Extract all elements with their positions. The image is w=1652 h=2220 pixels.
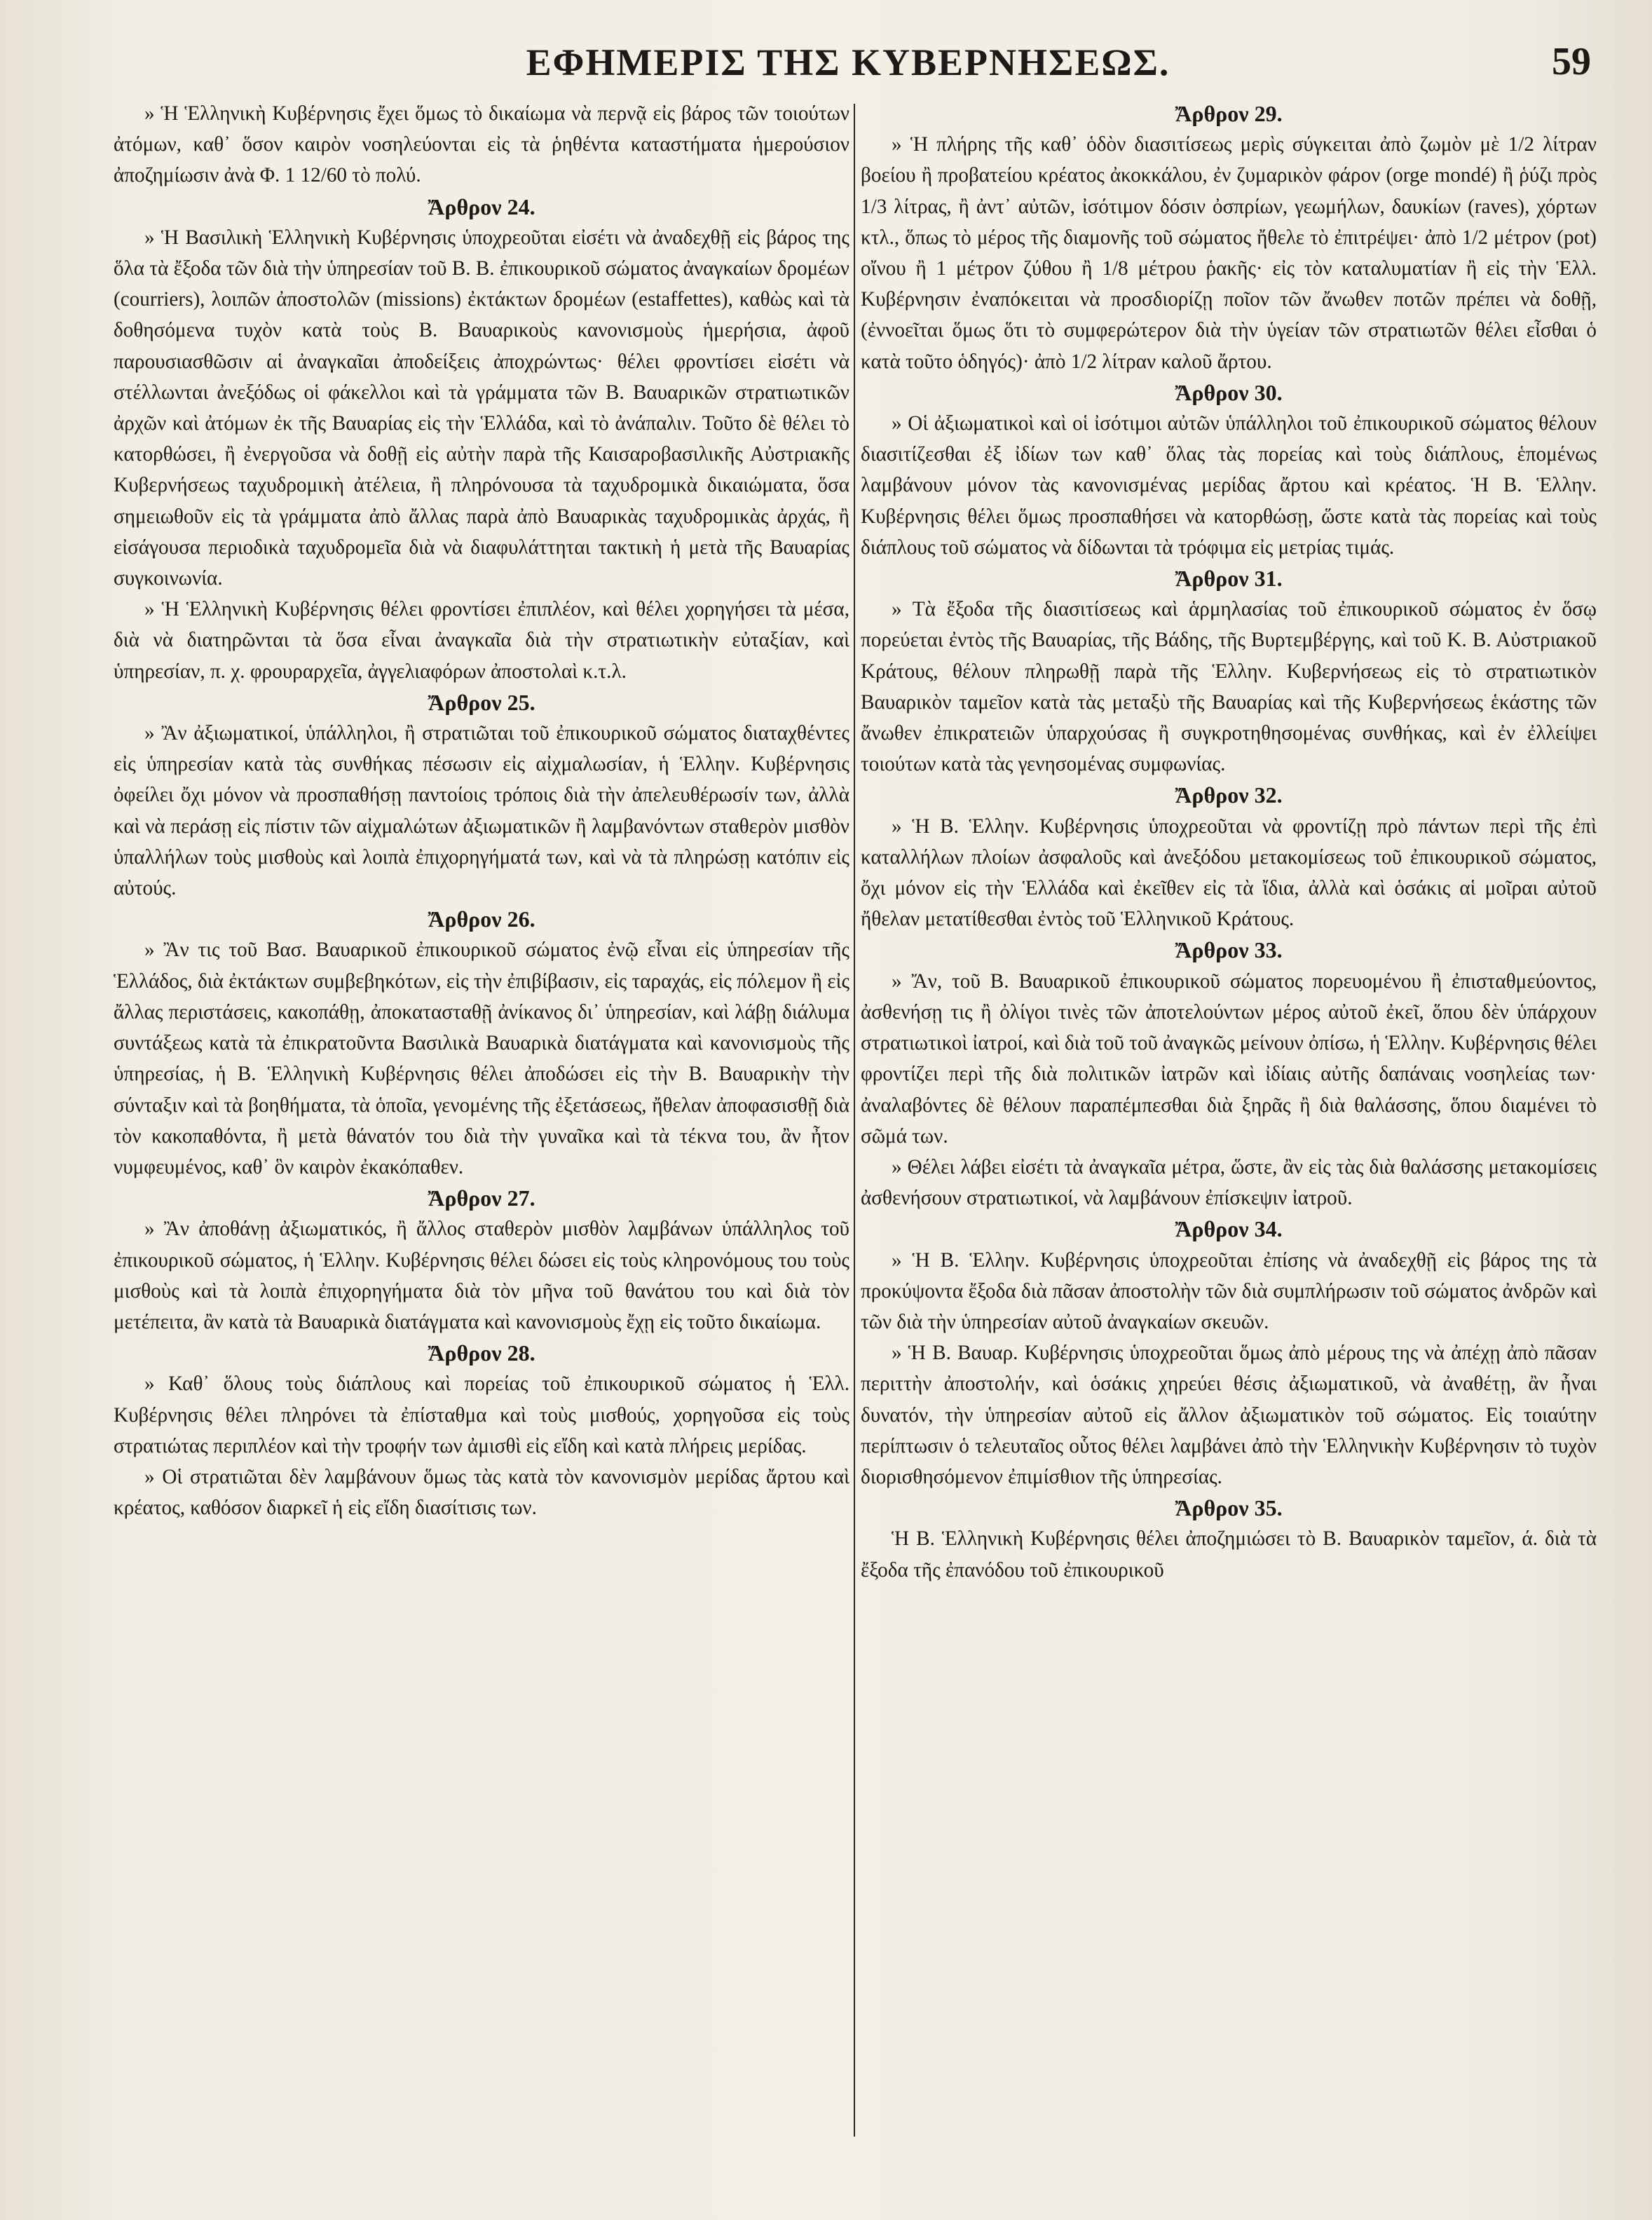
article-heading: Ἄρθρον 28.: [428, 1340, 535, 1366]
article-paragraph: » Ἂν τις τοῦ Βασ. Βαυαρικοῦ ἐπικουρικοῦ σώματος ἐνῷ εἶναι εἰς ὑπηρεσίαν τῆς Ἑλλάδος, διὰ ἐκτάκτων συμβεβηκότων, εἰς τὴν ἐπιβίβασιν, εἰς ταραχάς, εἰς πόλεμον ἢ εἰς ἄλλας περιστάσεις, κακοπάθῃ, ἀποκατασταθῇ ἀνίκανος δι᾽ ὑπηρεσίαν, καὶ λάβῃ διάλυμα συντάξεως κατὰ τὰ ἐπικρατοῦντα Βασιλικὰ Βαυαρικὰ διατάγματα καὶ κανονισμοὺς τῆς ὑπηρεσίας, ἡ Β. Ἑλληνικὴ Κυβέρνησις θέλει ἀποδώσει εἰς τὴν Β. Βαυαρικὴν τὴν σύνταξιν καὶ τὰ βοηθήματα, τὰ ὁποῖα, γενομένης τῆς ἐξετάσεως, ἤθελαν ἀποφασισθῇ διὰ τὸν κακοπαθόντα, ἢ μετὰ θάνατόν του διὰ τὴν γυναῖκα καὶ τὰ τέκνα του, ἂν ἦτον νυμφευμένος, καθ᾽ ὃν καιρὸν ἐκακόπαθεν.: [114, 939, 849, 1178]
page-number: 59: [1552, 40, 1591, 83]
article-paragraph: » Ἡ Ἑλληνικὴ Κυβέρνησις θέλει φροντίσει ἐπιπλέον, καὶ θέλει χορηγήσει τὰ μέσα, διὰ νὰ διατηρῶνται τὰ ὅσα εἶναι ἀναγκαῖα διὰ τὴν στρατιωτικὴν εὐταξίαν, καὶ ὑπηρεσίαν, π. χ. φρουραρχεῖα, ἀγγελιαφόρων ἀποστολαὶ κ.τ.λ.: [114, 598, 849, 683]
article-paragraph: » Ἄν, τοῦ Β. Βαυαρικοῦ ἐπικουρικοῦ σώματος πορευομένου ἢ ἐπισταθμεύοντος, ἀσθενήσῃ τις ἢ ὀλίγοι τινὲς τῶν ἀποτελούντων μέρος αὐτοῦ ἐκεῖ, ὅπου δὲν ὑπάρχουν στρατιωτικοὶ ἰατροί, καὶ διὰ τοῦ τοῦ ἀναγκῶς μείνουν ὀπίσω, ἡ Ἑλλην. Κυβέρνησις θέλει φροντίζει περὶ τῆς διὰ πολιτικῶν ἰατρῶν καὶ ἰδίαις αὐτῆς δαπάναις νοσηλείας των· ἀναλαβόντες δὲ θέλουν παραπέμπεσθαι διὰ ξηρᾶς ἢ διὰ θαλάσσης, ὅπου διαμένει τὸ σῶμά των.: [861, 969, 1597, 1148]
article-heading: Ἄρθρον 30.: [1175, 379, 1283, 405]
article-heading: Ἄρθρον 34.: [1175, 1216, 1283, 1242]
article-paragraph: Ἡ Β. Ἑλληνικὴ Κυβέρνησις θέλει ἀποζημιώσει τὸ Β. Βαυαρικὸν ταμεῖον, ά. διὰ τὰ ἔξοδα τῆς ἐπανόδου τοῦ ἐπικουρικοῦ: [861, 1527, 1597, 1581]
article-paragraph: » Θέλει λάβει εἰσέτι τὰ ἀναγκαῖα μέτρα, ὥστε, ἂν εἰς τὰς διὰ θαλάσσης μετακομίσεις ἀσθενήσουν στρατιωτικοί, νὰ λαμβάνουν ἐπίσκεψιν ἰατροῦ.: [861, 1155, 1597, 1210]
article-paragraph: » Ἂν ἀποθάνῃ ἀξιωματικός, ἢ ἄλλος σταθερὸν μισθὸν λαμβάνων ὑπάλληλος τοῦ ἐπικουρικοῦ σώματος, ἡ Ἑλλην. Κυβέρνησις θέλει δώσει εἰς τοὺς κληρονόμους του τοὺς μισθοὺς καὶ τὰ λοιπὰ ἐπιχορηγήματα διὰ τὸν μῆνα τοῦ θανάτου του καὶ διὰ τὸν μετέπειτα, ἂν κατὰ τὰ Βαυαρικὰ διατάγματα καὶ κανονισμοὺς ἔχῃ εἰς τοῦτο δικαίωμα.: [114, 1218, 849, 1333]
page-title: ΕΦΗΜΕΡΙΣ ΤΗΣ ΚΥΒΕΡΝΗΣΕΩΣ.: [526, 41, 1170, 83]
article-paragraph: » Ἡ Β. Βαυαρ. Κυβέρνησις ὑποχρεοῦται ὅμως ἀπὸ μέρους της νὰ ἀπέχῃ ἀπὸ πᾶσαν περιττὴν ἀποστολήν, καὶ ὁσάκις χηρεύει θέσις ἀξιωματικοῦ, νὰ ἀναθέτῃ, ἂν ἦναι δυνατόν, τὴν ὑπηρεσίαν αὐτοῦ εἰς ἄλλον ἀξιωματικὸν τοῦ σώματος. Εἰς τοιαύτην περίπτωσιν ὁ τελευταῖος οὗτος θέλει λαμβάνει ἀπὸ τὴν Ἑλληνικὴν Κυβέρνησιν τὸ τυχὸν διορισθησόμενον ἐπιμίσθιον τῆς ὑπηρεσίας.: [861, 1342, 1597, 1488]
page-header: [105, 34, 1591, 97]
article-paragraph: » Καθ᾽ ὅλους τοὺς διάπλους καὶ πορείας τοῦ ἐπικουρικοῦ σώματος ἡ Ἑλλ. Κυβέρνησις θέλει πληρόνει τὰ ἐπίσταθμα καὶ τοὺς μισθούς, χορηγοῦσα εἰς τοὺς στρατιώτας περιπλέον καὶ τὴν τροφήν των ἀμισθὶ εἰς εἴδη καὶ κατὰ πλήρεις μερίδας.: [114, 1373, 849, 1457]
article-paragraph: » Ἡ Β. Ἑλλην. Κυβέρνησις ὑποχρεοῦται νὰ φροντίζῃ πρὸ πάντων περὶ τῆς ἐπὶ καταλλήλων πλοίων ἀσφαλοῦς καὶ ἀνεξόδου μετακομίσεως τοῦ ἐπικουρικοῦ σώματος, ὄχι μόνον εἰς τὴν Ἑλλάδα καὶ ἐκεῖθεν εἰς τὰ ἴδια, ἀλλὰ καὶ ὁσάκις αἱ μοῖραι αὐτοῦ ἤθελαν μετατίθεσθαι ἐντὸς τοῦ Ἑλληνικοῦ Κράτους.: [861, 815, 1597, 931]
article-heading: Ἄρθρον 27.: [428, 1185, 535, 1211]
article-paragraph: » Οἱ ἀξιωματικοὶ καὶ οἱ ἰσότιμοι αὐτῶν ὑπάλληλοι τοῦ ἐπικουρικοῦ σώματος θέλουν διασιτίζεσθαι ἐξ ἰδίων των καθ᾽ ὅλας τὰς πορείας καὶ τοὺς διάπλους, ἑπομένως λαμβάνουν μόνον τὰς κανονισμένας μερίδας ἄρτου καὶ κρέατος. Ἡ Β. Ἑλλην. Κυβέρνησις θέλει ὅμως προσπαθήσει νὰ κατορθώσῃ, ὥστε κατὰ τὰς πορείας καὶ τοὺς διάπλους τοῦ σώματος νὰ δίδωνται τὰ τρόφιμα εἰς μετρίας τιμάς.: [861, 412, 1597, 559]
article-heading: Ἄρθρον 29.: [1175, 101, 1283, 126]
article-paragraph: » Ἡ Ἑλληνικὴ Κυβέρνησις ἔχει ὅμως τὸ δικαίωμα νὰ περνᾷ εἰς βάρος τῶν τοιούτων ἀτόμων, καθ᾽ ὅσον καιρὸν νοσηλεύονται εἰς τὰ ῥηθέντα καταστήματα ἡμερούσιον ἀποζημίωσιν ἀνὰ Φ. 1 12/60 τὸ πολύ.: [114, 102, 849, 187]
article-paragraph: » Ἡ Βασιλικὴ Ἑλληνικὴ Κυβέρνησις ὑποχρεοῦται εἰσέτι νὰ ἀναδεχθῇ εἰς βάρος της ὅλα τὰ ἔξοδα τῶν διὰ τὴν ὑπηρεσίαν τοῦ Β. Β. ἐπικουρικοῦ σώματος ἀναγκαίων δρομέων (courriers), λοιπῶν ἀποστολῶν (missions) ἐκτάκτων δρομέων (estaffettes), καθὼς καὶ τὰ δοθησόμενα τυχὸν κατὰ τοὺς Β. Βαυαρικοὺς κανονισμοὺς ἡμερήσια, ἀφοῦ παρουσιασθῶσιν αἱ ἀναγκαῖαι ἀποδείξεις ἀποχρώντως· θέλει φροντίσει εἰσέτι νὰ στέλλωνται ἀνεξόδως οἱ φάκελλοι καὶ τὰ γράμματα τῶν Β. Βαυαρικῶν στρατιωτικῶν ἀρχῶν καὶ ἀτόμων ἐκ τῆς Βαυαρίας εἰς τὴν Ἑλλάδα, καὶ τὸ ἀνάπαλιν. Τοῦτο δὲ θέλει τὸ κατορθώσει, ἢ ἐνεργοῦσα νὰ δοθῇ εἰς αὐτὴν παρὰ τῆς Καισαροβασιλικῆς Αὐστριακῆς Κυβερνήσεως ταχυδρομικὴ ἀτέλεια, ἢ πληρόνουσα τὰ ταχυδρομικὰ δικαιώματα, ὅσα σημειωθοῦν εἰς τὰ γράμματα ἀπὸ ἄλλας παρὰ ἀπὸ Βαυαρικὰς ταχυδρομικὰς ἀρχάς, ἢ εἰσάγουσα περιοδικὰ ταχυδρομεῖα διὰ νὰ διαφυλάττηται τακτικὴ ἡ μετὰ τῆς Βαυαρίας συγκοινωνία.: [114, 226, 849, 590]
article-heading: Ἄρθρον 32.: [1175, 782, 1283, 808]
column-divider: [854, 104, 855, 2137]
article-paragraph: » Ἡ πλήρης τῆς καθ᾽ ὁδὸν διασιτίσεως μερὶς σύγκειται ἀπὸ ζωμὸν μὲ 1/2 λίτραν βοείου ἢ προβατείου κρέατος ἀκοκκάλου, ἐν ζυμαρικὸν φάρον (orge mondé) ἢ ῥύζι πρὸς 1/3 λίτρας, ἢ ἀντ᾽ αὐτῶν, ἰσότιμον δόσιν ὀσπρίων, γεωμήλων, δαυκίων (raves), χόρτων κτλ., ὅπως τὸ μέρος τῆς διαμονῆς τοῦ σώματος ἤθελε τὸ ἐπιτρέψει· ἀπὸ 1/2 μέτρον (pot) οἴνου ἢ 1 μέτρον ζύθου ἢ 1/8 μέτρου ῥακῆς· εἰς τὸν καταλυματίαν ἢ εἰς τὴν Ἑλλ. Κυβέρνησιν ἐναπόκειται νὰ προσδιορίζῃ ποῖον τῶν ἄνωθεν ποτῶν πρέπει νὰ δοθῇ, (ἐννοεῖται ὅμως ὅτι τὸ συμφερώτερον διὰ τὴν ὑγείαν τῶν στρατιωτῶν θέλει εἶσθαι ὁ κατὰ τοῦτο ὁδηγός)· ἀπὸ 1/2 λίτραν καλοῦ ἄρτου.: [861, 133, 1597, 373]
article-paragraph: » Οἱ στρατιῶται δὲν λαμβάνουν ὅμως τὰς κατὰ τὸν κανονισμὸν μερίδας ἄρτου καὶ κρέατος, καθόσον διαρκεῖ ἡ εἰς εἴδη διασίτισις των.: [114, 1465, 849, 1520]
article-heading: Ἄρθρον 33.: [1175, 937, 1283, 963]
article-paragraph: » Ἂν ἀξιωματικοί, ὑπάλληλοι, ἢ στρατιῶται τοῦ ἐπικουρικοῦ σώματος διαταχθέντες εἰς ὑπηρεσίαν κατὰ τὰς συνθήκας πέσωσιν εἰς αἰχμαλωσίαν, ἡ Ἑλλην. Κυβέρνησις ὀφείλει ὄχι μόνον νὰ προσπαθήσῃ παντοίοις τρόποις διὰ τὴν ἀπελευθέρωσίν των, ἀλλὰ καὶ νὰ περάσῃ εἰς πίστιν τῶν αἰχμαλώτων ἀξιωματικῶν ἢ λαμβανόντων σταθερὸν μισθὸν ὑπαλλήλων τοὺς μισθοὺς καὶ λοιπὰ ἐπιχορηγήματά των, καὶ νὰ τὰ πληρώσῃ κατόπιν εἰς αὐτούς.: [114, 722, 849, 900]
article-paragraph: » Τὰ ἔξοδα τῆς διασιτίσεως καὶ ἁρμηλασίας τοῦ ἐπικουρικοῦ σώματος ἐν ὅσῳ πορεύεται ἐντὸς τῆς Βαυαρίας, τῆς Βάδης, τῆς Βυρτεμβέργης, καὶ τοῦ Κ. Β. Αὐστριακοῦ Κράτους, θέλουν πληρωθῇ παρὰ τῆς Ἑλλην. Κυβερνήσεως εἰς τὸ στρατιωτικὸν Βαυαρικὸν ταμεῖον κατὰ τὰς μεταξὺ τῆς Βαυαρίας καὶ τῆς Κυβερνήσεως ἑκάστης τῶν ἄνωθεν ἐπικρατειῶν ὑπαρχούσας ἢ συγκροτηθησομένας συνθήκας, καὶ ἐν ἐλλείψει τοιούτων κατὰ τὰς γενησομένας συμφωνίας.: [861, 598, 1597, 776]
left-column: [114, 98, 849, 1523]
article-heading: Ἄρθρον 25.: [428, 689, 535, 715]
article-heading: Ἄρθρον 26.: [428, 906, 535, 932]
article-heading: Ἄρθρον 35.: [1175, 1495, 1283, 1521]
article-paragraph: » Ἡ Β. Ἑλλην. Κυβέρνησις ὑποχρεοῦται ἐπίσης νὰ ἀναδεχθῇ εἰς βάρος της τὰ προκύψοντα ἔξοδα διὰ πᾶσαν ἀποστολὴν τῶν διὰ συμπλήρωσιν τοῦ σώματος ἀνδρῶν καὶ τῶν διὰ τὴν ὑπηρεσίαν αὐτοῦ ἀναγκαίων σκευῶν.: [861, 1248, 1597, 1333]
article-heading: Ἄρθρον 24.: [428, 193, 535, 219]
right-column: [861, 98, 1597, 1586]
article-heading: Ἄρθρον 31.: [1175, 566, 1283, 592]
